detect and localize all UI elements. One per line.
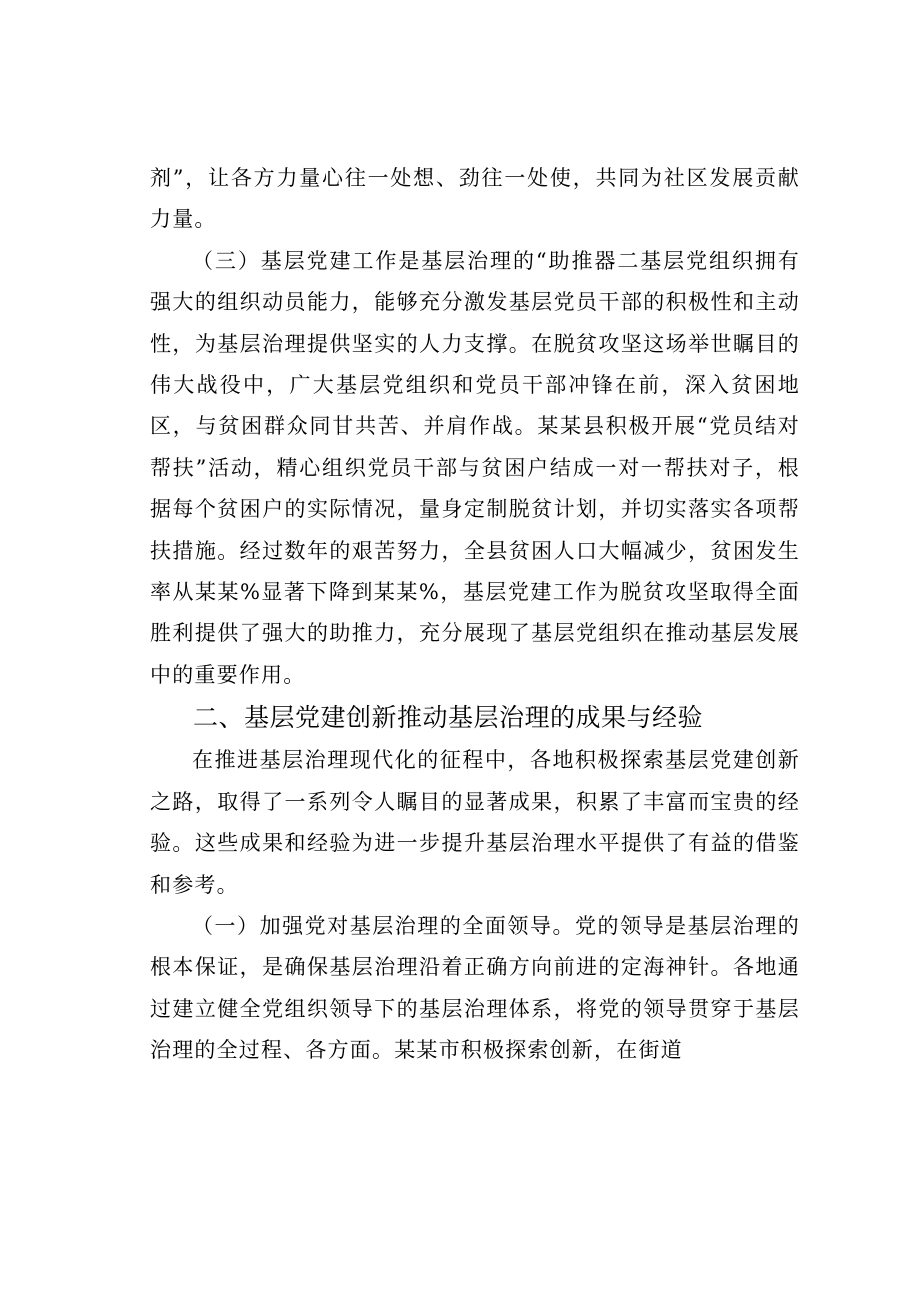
paragraph-intro: 在推进基层治理现代化的征程中，各地积极探索基层党建创新之路，取得了一系列令人瞩目的显著成果，积累了丰富而宝贵的经验。这些成果和经验为进一步提升基层治理水平提供了有益的借鉴和参考。 [150, 748, 800, 897]
section-heading: 二、基层党建创新推动基层治理的成果与经验 [193, 703, 704, 733]
document-body [150, 158, 800, 1072]
paragraph-continuation: 剂”，让各方力量心往一处想、劲往一处使，共同为社区发展贡献力量。 [150, 166, 800, 232]
paragraph-section-3: （三）基层党建工作是基层治理的“助推器二基层党组织拥有强大的组织动员能力，能够充分激发基层党员干部的积极性和主动性，为基层治理提供坚实的人力支撑。在脱贫攻坚这场举世瞩目的伟大战役中，广大基层党组织和党员干部冲锋在前，深入贫困地区，与贫困群众同甘共苦、并肩作战。某某县积极开展“党员结对帮扶”活动，精心组织党员干部与贫困户结成一对一帮扶对子，根据每个贫困户的实际情况，量身定制脱贫计划，并切实落实各项帮扶措施。经过数年的艰苦努力，全县贫困人口大幅减少，贫困发生率从某某%显著下降到某某%，基层党建工作为脱贫攻坚取得全面胜利提供了强大的助推力，充分展现了基层党组织在推动基层发展中的重要作用。 [150, 248, 800, 687]
paragraph-subsection-1: （一）加强党对基层治理的全面领导。党的领导是基层治理的根本保证，是确保基层治理沿着正确方向前进的定海神针。各地通过建立健全党组织领导下的基层治理体系，将党的领导贯穿于基层治理的全过程、各方面。某某市积极探索创新，在街道 [150, 913, 800, 1063]
